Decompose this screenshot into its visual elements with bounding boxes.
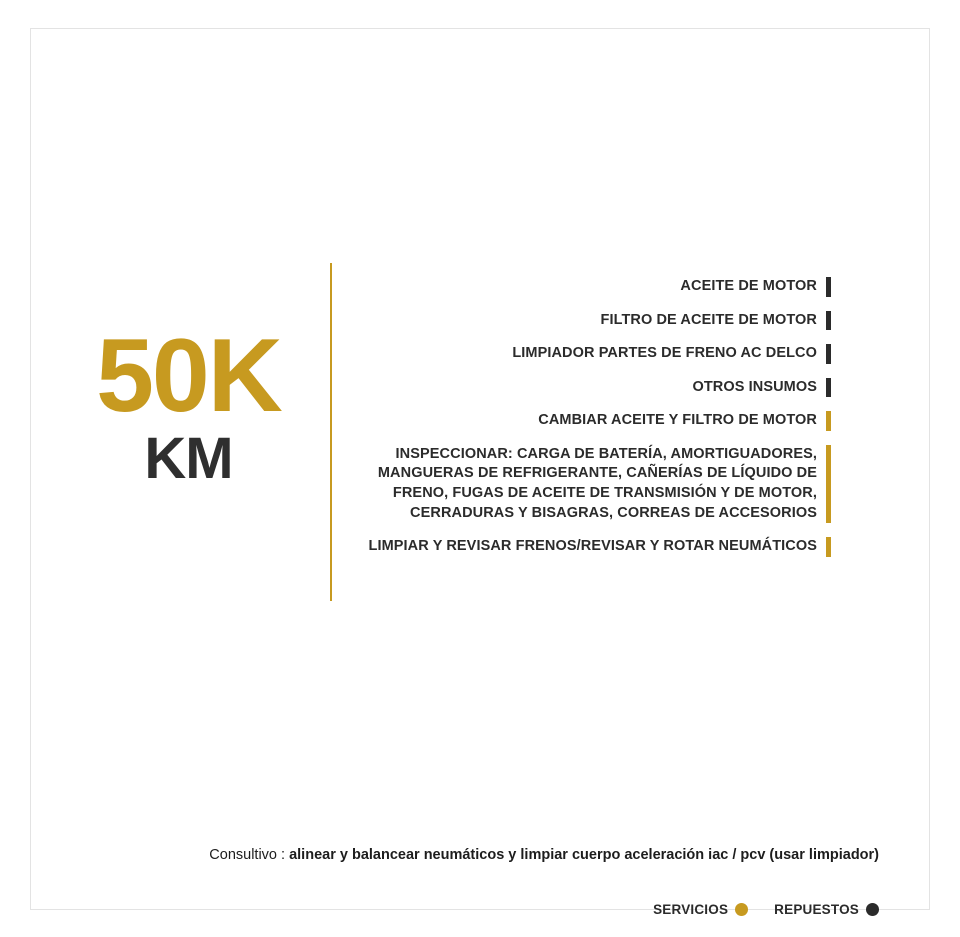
legend-item-repuestos <box>774 902 879 917</box>
list-item-label: INSPECCIONAR: CARGA DE BATERÍA, AMORTIGUADORES, MANGUERAS DE REFRIGERANTE, CAÑERÍAS DE LÍQUIDO DE FRENO, FUGAS DE ACEITE DE TRANSMISIÓN Y DE MOTOR, CERRADURAS Y BISAGRAS, CORREAS DE ACCESORIOS <box>377 445 817 521</box>
list-item <box>361 311 831 331</box>
list-item-label: OTROS INSUMOS <box>692 378 817 395</box>
content-frame <box>30 28 930 917</box>
mileage-block <box>71 318 306 491</box>
marker-bar-dark <box>826 344 831 364</box>
legend-label: REPUESTOS <box>774 902 859 917</box>
list-item-label: ACEITE DE MOTOR <box>680 278 817 294</box>
list-item-label: LIMPIAR Y REVISAR FRENOS/REVISAR Y ROTAR NEUMÁTICOS <box>368 538 817 555</box>
advisory-note-value: alinear y balancear neumáticos y limpiar cuerpo aceleración iac / pcv (usar limpiador) <box>289 847 879 863</box>
vertical-divider <box>330 263 332 601</box>
mileage-number: 50K <box>96 318 281 434</box>
legend-dot-gold <box>735 903 748 916</box>
advisory-note-label: Consultivo : <box>209 847 286 863</box>
marker-bar-dark <box>826 378 831 398</box>
list-item-label: FILTRO DE ACEITE DE MOTOR <box>600 311 817 328</box>
list-item <box>361 378 831 398</box>
marker-bar-gold <box>826 445 831 523</box>
list-item <box>361 277 831 297</box>
service-items-list <box>361 277 831 571</box>
list-item <box>361 411 831 431</box>
list-item <box>361 344 831 364</box>
list-item-label: CAMBIAR ACEITE Y FILTRO DE MOTOR <box>538 412 817 429</box>
list-item-label: LIMPIADOR PARTES DE FRENO AC DELCO <box>512 345 817 362</box>
list-item <box>361 537 831 557</box>
advisory-note <box>31 847 879 863</box>
legend-dot-dark <box>866 903 879 916</box>
marker-bar-dark <box>826 277 831 297</box>
legend <box>653 902 879 917</box>
marker-bar-gold <box>826 537 831 557</box>
list-item <box>361 445 831 523</box>
mileage-unit: KM <box>144 425 233 491</box>
marker-bar-dark <box>826 311 831 331</box>
legend-label: SERVICIOS <box>653 902 729 917</box>
marker-bar-gold <box>826 411 831 431</box>
legend-item-servicios <box>653 902 748 917</box>
